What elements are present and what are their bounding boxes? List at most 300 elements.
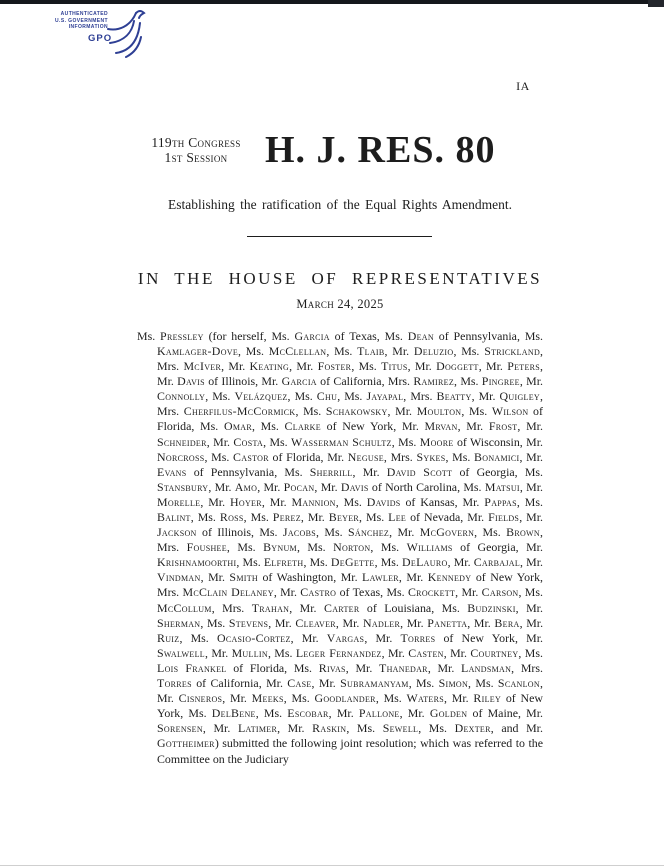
sponsor-text: , <box>258 676 267 691</box>
sponsor-text: Mr. <box>526 540 543 555</box>
sponsor-name: Bynum <box>263 540 297 555</box>
sponsor-text: , <box>468 676 476 691</box>
sponsor-name: Swalwell <box>157 645 205 660</box>
sponsor-text: Mrs. <box>390 449 417 464</box>
sponsor-name: Neguse <box>347 449 384 464</box>
sponsor-name: Matsui <box>484 479 520 494</box>
sponsor-text: Ms. <box>343 494 367 509</box>
sponsor-text: , <box>303 555 310 570</box>
session-label: 1st Session <box>164 150 228 165</box>
sponsor-name: McClellan <box>268 343 327 358</box>
sponsor-text: , <box>333 570 341 585</box>
sponsor-name: Strickland <box>484 343 541 358</box>
sponsor-name: Landsman <box>461 660 512 675</box>
sponsor-text: Mr. <box>407 706 430 721</box>
sponsor-text: , <box>200 615 208 630</box>
sponsor-text: of North Carolina <box>368 479 458 494</box>
sponsor-name: Ross <box>219 510 244 525</box>
gpo-eagle-icon <box>106 7 146 59</box>
sponsor-text: , <box>391 434 399 449</box>
sponsor-text: , <box>455 585 462 600</box>
sponsor-name: Torres <box>157 676 192 691</box>
sponsor-name: Kennedy <box>427 570 472 585</box>
sponsor-text: , <box>284 660 294 675</box>
sponsor-text: , <box>202 721 214 736</box>
sponsor-text: of Florida <box>226 660 285 675</box>
sponsor-name: Pressley <box>160 328 204 343</box>
sponsor-text: , <box>471 389 479 404</box>
sponsor-name: Rivas <box>318 660 346 675</box>
sponsor-text: Mrs. <box>157 359 184 374</box>
sponsor-text: , <box>518 585 525 600</box>
sponsor-text: of Georgia <box>452 464 515 479</box>
sponsor-text: , <box>457 419 467 434</box>
sponsor-text: ) submitted the following joint resolution; which was referred to the Committee on the Judiciary <box>157 736 543 766</box>
sponsor-name: Thanedar <box>379 660 428 675</box>
sponsor-text: Ms. <box>482 525 507 540</box>
sponsor-text: Mr. <box>375 630 401 645</box>
sponsor-name: Norton <box>333 540 371 555</box>
sponsor-text: , <box>226 540 238 555</box>
sponsor-name: Jayapal <box>366 389 404 404</box>
sponsor-text: Mr. <box>473 615 495 630</box>
sponsor-name: Pappas <box>484 494 517 509</box>
scan-top-corner-mark <box>648 0 664 7</box>
sponsor-text: Mr. <box>274 615 296 630</box>
sponsor-text: Ms. <box>212 389 235 404</box>
sponsor-text: Mr. <box>299 600 324 615</box>
sponsor-name: Velázquez <box>234 389 288 404</box>
sponsor-name: Davis <box>177 374 205 389</box>
sponsor-text: Mr. <box>336 706 359 721</box>
sponsor-name: Panetta <box>427 615 468 630</box>
sponsor-name: Beyer <box>328 510 360 525</box>
sponsor-text: Mr. <box>269 494 292 509</box>
sponsor-text: , <box>287 389 295 404</box>
sponsor-name: Lois Frankel <box>157 660 227 675</box>
sponsor-text: Mr. <box>296 359 318 374</box>
sponsor-name: Evans <box>157 464 187 479</box>
gpo-text-line1: AUTHENTICATED <box>60 11 108 17</box>
sponsor-text: of Louisiana <box>359 600 432 615</box>
sponsor-text: , <box>460 510 468 525</box>
sponsor-text: , <box>352 464 363 479</box>
sponsor-text: Mr. <box>526 510 544 525</box>
sponsor-text: , <box>289 359 297 374</box>
sponsor-name: McGovern <box>419 525 475 540</box>
sponsor-text: , <box>289 600 300 615</box>
sponsor-text: , <box>539 676 543 691</box>
sponsor-text: Ms. <box>211 449 234 464</box>
sponsor-text: Mr. <box>157 374 178 389</box>
sponsor-text: , <box>190 510 198 525</box>
sponsor-text: Ms. <box>380 540 407 555</box>
sponsor-text: , <box>180 706 189 721</box>
sponsor-text: Ms. <box>524 645 543 660</box>
sponsor-text: , <box>461 404 469 419</box>
sponsor-text: , <box>328 706 337 721</box>
sponsor-text: Mr. <box>401 419 425 434</box>
sponsor-text: , <box>345 660 356 675</box>
sponsor-text: Ms. <box>274 645 296 660</box>
sponsor-text: Ms. <box>245 343 269 358</box>
sponsor-text: , <box>277 721 288 736</box>
sponsor-text: Mr. <box>526 615 544 630</box>
sponsor-text: Mr. <box>230 691 252 706</box>
sponsor-text: of New York <box>320 419 394 434</box>
sponsor-text: , <box>540 343 544 358</box>
sponsor-text: Mr. <box>263 479 284 494</box>
sponsor-name: Sykes <box>416 449 446 464</box>
sponsor-text: Mr. <box>157 691 179 706</box>
sponsor-text: , <box>335 615 343 630</box>
sponsor-text: Mr. <box>213 721 238 736</box>
sponsor-text: Ms. <box>197 510 220 525</box>
sponsor-text: , <box>519 449 527 464</box>
bill-subtitle: Establishing the ratification of the Equal Rights Amendment. <box>168 197 512 212</box>
sponsor-name: Titus <box>381 359 408 374</box>
sponsor-text: of New York <box>157 691 543 721</box>
sponsor-text: , <box>204 449 212 464</box>
sponsor-text: , <box>519 434 527 449</box>
sponsor-name: Sorensen <box>157 721 203 736</box>
sponsor-text: Ms. <box>475 676 498 691</box>
sponsor-text: , <box>393 419 402 434</box>
sponsor-text: Ms. <box>242 555 264 570</box>
sponsor-text: Mr. <box>228 359 250 374</box>
sponsor-text: Mr. <box>462 494 485 509</box>
sponsor-name: Castro <box>300 585 337 600</box>
sponsor-text: , <box>539 389 543 404</box>
sponsor-text: , <box>263 434 270 449</box>
sponsor-text: Mrs. <box>222 600 252 615</box>
sponsor-text: of Pennsylvania <box>186 464 275 479</box>
sponsor-text: , <box>453 343 462 358</box>
sponsor-name: Garcia <box>294 328 330 343</box>
sponsor-text: Ms. <box>344 389 367 404</box>
sponsor-text: , <box>200 570 209 585</box>
sponsor-name: Wilson <box>491 404 529 419</box>
sponsor-name: Golden <box>429 706 468 721</box>
sponsor-name: Cleaver <box>295 615 336 630</box>
sponsor-text: Mr. <box>526 600 543 615</box>
sponsor-name: McCollum <box>157 600 212 615</box>
sponsor-name: Omar <box>223 419 252 434</box>
sponsor-text: Ms. <box>260 419 285 434</box>
sponsor-name: Fields <box>488 510 520 525</box>
sponsor-name: Crockett <box>407 585 456 600</box>
sponsor-text: , <box>374 555 381 570</box>
sponsor-name: Frost <box>488 419 518 434</box>
sponsor-name: Sherman <box>157 615 201 630</box>
sponsor-text: Ms. <box>398 434 420 449</box>
sponsor-text: Mr. <box>213 434 234 449</box>
sponsor-text: , <box>519 479 527 494</box>
sponsor-name: Bera <box>494 615 520 630</box>
sponsor-text: , <box>445 449 453 464</box>
sponsor-name: Krishnamoorthi <box>157 555 237 570</box>
sponsor-name: Sánchez <box>347 525 390 540</box>
sponsor-name: Scanlon <box>497 676 540 691</box>
sponsor-text: , <box>222 691 231 706</box>
sponsor-text: Ms. <box>188 706 212 721</box>
sponsor-text: Ms. <box>200 419 224 434</box>
sponsor-name: Moore <box>419 434 454 449</box>
sponsor-text: , <box>431 600 442 615</box>
sponsor-text: , <box>326 343 335 358</box>
sponsor-name: Goodlander <box>314 691 376 706</box>
sponsor-text: Ms. <box>461 343 485 358</box>
sponsor-text: Mr. <box>208 570 230 585</box>
sponsor-text: , <box>375 691 384 706</box>
sponsor-text: Mr. <box>478 389 500 404</box>
sponsor-name: Davis <box>340 479 369 494</box>
sponsor-name: Mullin <box>231 645 268 660</box>
sponsor-text: , <box>300 510 308 525</box>
sponsor-text: Mr. <box>526 374 543 389</box>
sponsor-text: Mr. <box>211 645 232 660</box>
sponsor-text: , <box>520 555 527 570</box>
sponsor-text: , <box>517 419 527 434</box>
gpo-authentication-text <box>50 11 108 31</box>
sponsor-text: , <box>518 645 525 660</box>
sponsor-text: Ms. <box>460 374 482 389</box>
sponsor-name: Torres <box>400 630 436 645</box>
gpo-authentication-logo <box>50 7 142 57</box>
sponsor-name: Mannion <box>291 494 336 509</box>
sponsor-text: Ms. <box>284 464 310 479</box>
sponsor-text: of Wisconsin <box>453 434 520 449</box>
sponsor-name: Latimer <box>237 721 278 736</box>
sponsor-text: Ms. <box>294 389 317 404</box>
sponsor-text: , <box>335 494 344 509</box>
sponsor-name: DeGette <box>330 555 375 570</box>
sponsor-text: , <box>236 555 243 570</box>
sponsor-text: Ms. <box>309 555 331 570</box>
sponsor-text: , <box>205 389 213 404</box>
sponsor-name: Schneider <box>157 434 207 449</box>
sponsor-text: of Georgia <box>452 540 516 555</box>
sponsor-text: Ms. <box>441 600 468 615</box>
sponsor-name: Pocan <box>283 479 315 494</box>
sponsor-text: Mr. <box>301 630 327 645</box>
sponsor-text: , <box>273 585 281 600</box>
sponsor-name: Schakowsky <box>325 404 388 419</box>
sponsor-text: , <box>514 464 525 479</box>
chamber-heading: IN THE HOUSE OF REPRESENTATIVES <box>137 269 543 288</box>
title-row <box>137 130 547 170</box>
sponsor-text: Mr. <box>397 525 420 540</box>
sponsor-text: , <box>370 540 381 555</box>
print-code: IA <box>516 79 530 93</box>
sponsor-text: Mr. <box>214 479 235 494</box>
sponsor-text: , <box>474 525 483 540</box>
sponsor-text: , <box>351 359 359 374</box>
sponsor-text: , <box>516 494 525 509</box>
sponsor-name: Hoyer <box>230 494 262 509</box>
sponsor-text: , <box>516 328 525 343</box>
sponsor-text: , <box>398 570 407 585</box>
sponsor-text: of California <box>316 374 382 389</box>
sponsor-text: , <box>206 434 214 449</box>
sponsor-name: Norcross <box>157 449 205 464</box>
sponsor-text: Ms. <box>524 494 543 509</box>
sponsor-text: , <box>251 525 260 540</box>
sponsor-name: Riley <box>473 691 502 706</box>
sponsor-text: , <box>311 676 319 691</box>
sponsor-name: Keating <box>249 359 290 374</box>
sponsor-text: Mr. <box>342 615 364 630</box>
sponsor-text: , <box>200 494 209 509</box>
sponsor-text: Ms. <box>380 555 403 570</box>
sponsor-text: , <box>255 706 264 721</box>
sponsor-text: , <box>443 645 451 660</box>
sponsor-name: Deluzio <box>413 343 454 358</box>
sponsor-text: Ms. <box>293 660 319 675</box>
sponsor-text: Ms. <box>207 615 229 630</box>
sponsor-text: of Pennsylvania <box>433 328 517 343</box>
sponsor-text: , <box>381 374 388 389</box>
sponsor-name: Williams <box>406 540 453 555</box>
sponsor-text: , <box>243 510 251 525</box>
sponsor-name: Foster <box>317 359 352 374</box>
sponsor-text: , <box>427 660 438 675</box>
sponsor-text: , <box>515 600 527 615</box>
sponsor-name: Lee <box>388 510 407 525</box>
sponsor-name: DelBene <box>211 706 256 721</box>
sponsor-text: Mr. <box>392 343 414 358</box>
sponsor-text: , <box>384 343 393 358</box>
sponsor-name: Carson <box>481 585 519 600</box>
sponsor-text: , <box>383 449 391 464</box>
sponsor-text: Ms. <box>524 464 544 479</box>
sponsor-text: , <box>179 630 191 645</box>
sponsor-text: , <box>454 494 463 509</box>
sponsor-name: Meeks <box>251 691 284 706</box>
sponsor-text: Ms. <box>386 585 408 600</box>
sponsor-text: , <box>290 630 302 645</box>
introduction-date: March 24, 2025 <box>296 297 384 311</box>
sponsor-text: , <box>346 721 357 736</box>
sponsor-text: Mr. <box>280 585 301 600</box>
sponsor-text: Mr. <box>261 374 282 389</box>
sponsor-name: Wasserman Schultz <box>291 434 392 449</box>
sponsor-name: Subramanyam <box>340 676 409 691</box>
sponsor-text: Mr. <box>287 721 313 736</box>
sponsor-name: McIver <box>183 359 222 374</box>
sponsor-text: Mr. <box>318 676 341 691</box>
sponsor-name: Casten <box>408 645 444 660</box>
sponsor-name: Peters <box>507 359 541 374</box>
sponsor-text: Ms. <box>259 525 283 540</box>
sponsor-name: Escobar <box>287 706 329 721</box>
sponsor-text: , <box>519 374 527 389</box>
sponsor-text: of New York <box>471 570 541 585</box>
sponsor-text: of Florida <box>157 404 543 434</box>
sponsor-text: of Illinois <box>196 525 251 540</box>
sponsor-text: , <box>418 721 429 736</box>
sponsor-text: Mr. <box>526 419 543 434</box>
sponsor-text: Mr. <box>340 570 363 585</box>
sponsor-name: Gottheimer <box>157 736 215 751</box>
sponsor-name: Garcia <box>281 374 317 389</box>
sponsor-text: , <box>447 555 454 570</box>
sponsor-name: Case <box>287 676 312 691</box>
sponsor-text: , <box>381 645 388 660</box>
sponsor-text: , <box>320 449 328 464</box>
sponsor-text: Mr. <box>526 434 543 449</box>
sponsor-text: Mr. <box>307 510 329 525</box>
sponsor-text: Ms. <box>269 434 292 449</box>
sponsor-text: Mr. <box>355 660 380 675</box>
sponsor-name: Balint <box>157 510 191 525</box>
sponsor-text: , <box>514 630 527 645</box>
sponsor-name: Connolly <box>157 389 206 404</box>
sponsor-text: Mr. <box>526 449 544 464</box>
sponsor-name: Elfreth <box>263 555 304 570</box>
sponsor-name: Brown <box>506 525 540 540</box>
scan-top-edge <box>0 0 664 4</box>
sponsor-name: Lawler <box>362 570 399 585</box>
sponsor-text: Ms. <box>190 630 217 645</box>
sponsor-text: Ms. <box>303 404 326 419</box>
sponsor-text: , <box>389 525 398 540</box>
sponsor-name: Quigley <box>499 389 540 404</box>
sponsor-name: Jacobs <box>282 525 317 540</box>
sponsor-text: , <box>191 419 201 434</box>
sponsor-text: , <box>515 540 527 555</box>
sponsor-text: Mr. <box>466 419 489 434</box>
sponsor-text: , <box>540 359 544 374</box>
sponsor-text: , <box>400 615 407 630</box>
sponsor-name: Carter <box>323 600 360 615</box>
sponsor-text: , <box>221 359 229 374</box>
sponsor-text: Mr. <box>467 510 489 525</box>
sponsor-text: Mr. <box>526 630 543 645</box>
sponsor-text: of New York <box>435 630 515 645</box>
sponsor-text: Mr. <box>526 555 544 570</box>
sponsor-text: , <box>407 359 415 374</box>
sponsor-text: Mr. <box>453 555 474 570</box>
sponsor-text: Mr. <box>450 645 471 660</box>
sponsor-text: Ms. <box>263 706 288 721</box>
sponsor-name: Vindman <box>157 570 201 585</box>
sponsor-text: Ms. <box>452 449 475 464</box>
sponsor-text: Mr. <box>387 645 409 660</box>
sponsor-name: Sewell <box>382 721 419 736</box>
sponsor-text: , <box>316 525 325 540</box>
sponsor-name: Davids <box>366 494 401 509</box>
separator-rule <box>247 236 432 237</box>
sponsor-text: (for herself, <box>203 328 272 343</box>
sponsor-text: , <box>314 479 321 494</box>
sponsor-name: Costa <box>233 434 264 449</box>
sponsor-name: Cherfilus-McCormick <box>183 404 296 419</box>
sponsor-name: Trahan <box>251 600 290 615</box>
sponsor-name: David Scott <box>386 464 453 479</box>
sponsor-name: Ramirez <box>413 374 455 389</box>
sponsor-text: Mrs. <box>157 585 183 600</box>
sponsor-text: of Florida <box>268 449 321 464</box>
sponsor-name: Leger Fernandez <box>295 645 382 660</box>
sponsor-text: , <box>211 600 223 615</box>
sponsor-text: and <box>501 721 527 736</box>
sponsor-text: of Texas <box>329 328 377 343</box>
sponsor-name: Simon <box>438 676 469 691</box>
gpo-acronym-label: GPO <box>88 33 113 44</box>
sponsor-text: Mrs. <box>157 540 187 555</box>
sponsor-text: Mr. <box>526 479 544 494</box>
